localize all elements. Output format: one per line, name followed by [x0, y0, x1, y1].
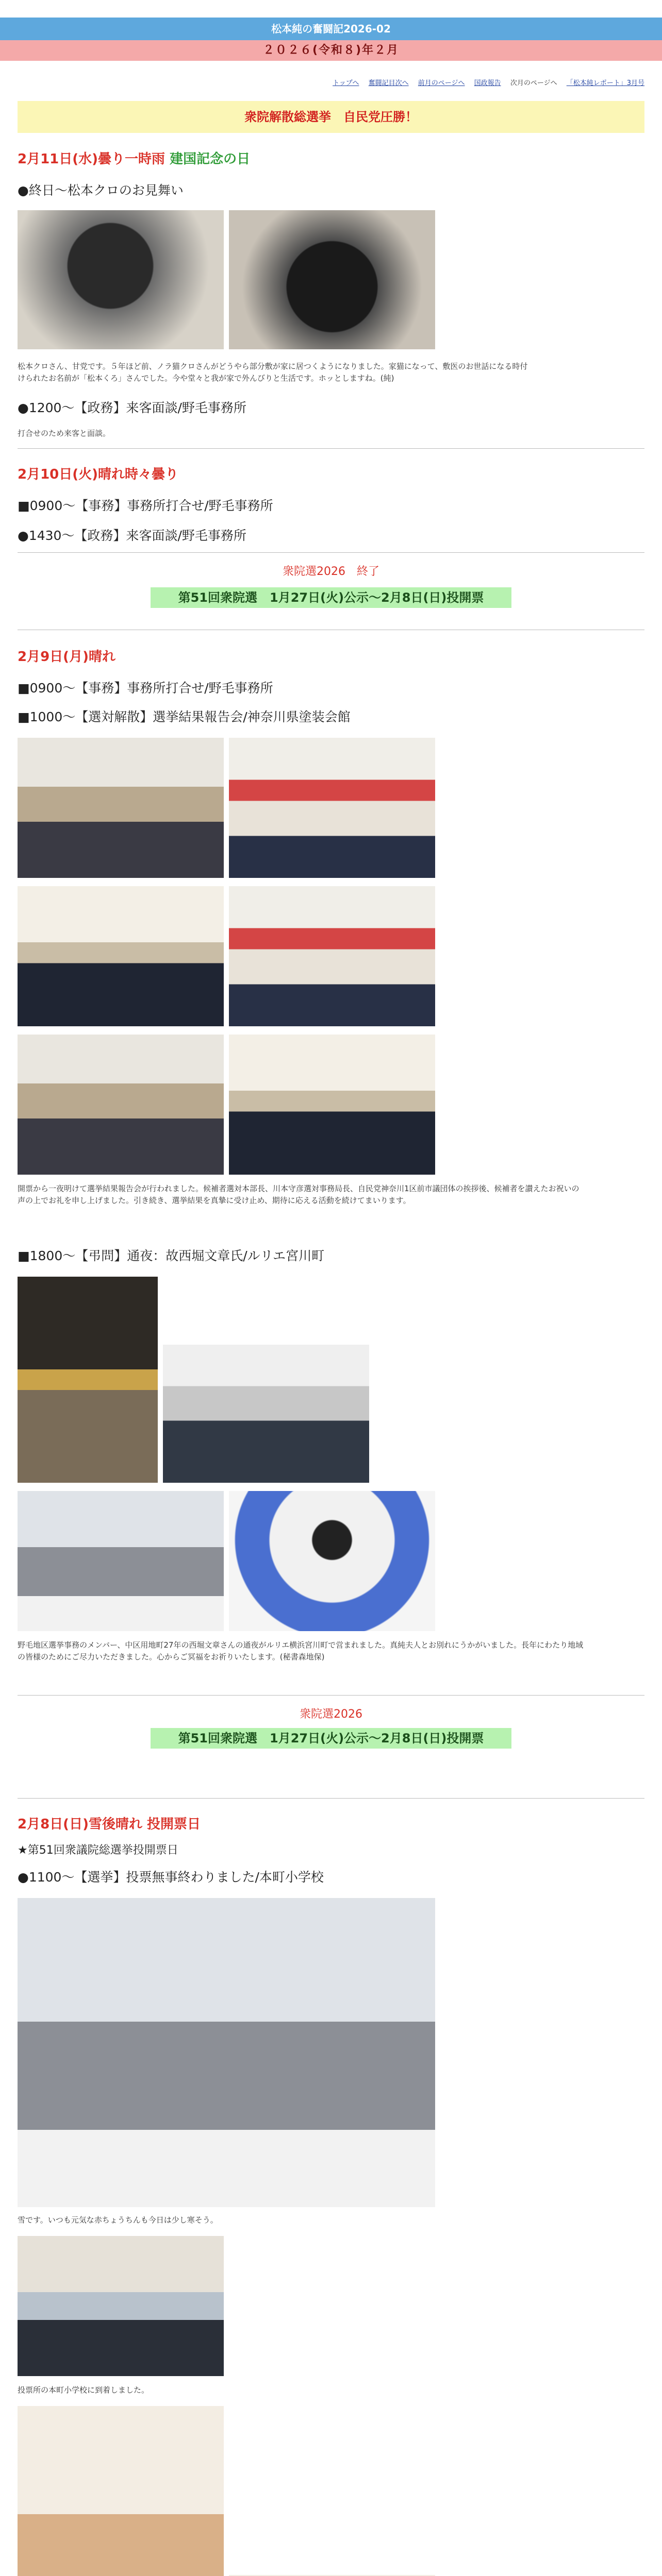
entry-sub: ★第51回衆議院総選挙投開票日	[18, 1844, 178, 1857]
date-heading-feb8	[18, 1814, 201, 1833]
photo-report-4	[229, 886, 435, 1026]
photo-funeral-1	[18, 1277, 158, 1483]
page-subtitle: ２０２６(令和８)年２月	[0, 40, 662, 61]
photo-street	[18, 1898, 435, 2207]
entry-item: ■0900～【事務】事務所打合せ/野毛事務所	[18, 498, 273, 513]
entry-caption: 野毛地区選挙事務のメンバー、中区用地町27年の西堀文章さんの通夜がルリエ横浜宮川町で営まれました。真純夫人とお別れにうかがいました。長年にわたり地域の皆様のためにご尽力いただきました。心からご冥福をお祈りいたします。(秘書森地保)	[18, 1640, 584, 1662]
nav-link-prev[interactable]: 前月のページへ	[418, 79, 465, 87]
photo-report-5	[18, 1035, 224, 1175]
photo-funeral-2	[163, 1345, 369, 1483]
nav-link-report[interactable]: 国政報告	[474, 79, 501, 87]
nav-link-newsletter[interactable]: 「松本純レポート」3月号	[566, 79, 644, 87]
election-box: 第51回衆院選 1月27日(火)公示～2月8日(日)投開票	[151, 587, 511, 608]
nav-link-top[interactable]: トップへ	[333, 79, 359, 87]
page-header: 松本純の奮闘記2026-02	[0, 18, 662, 40]
divider	[18, 1798, 644, 1799]
date-heading-feb10: 2月10日(火)晴れ時々曇り	[18, 467, 179, 482]
photo-cat-2	[229, 210, 435, 349]
top-nav	[325, 77, 644, 87]
headline-banner: 衆院解散総選挙 自民党圧勝！	[18, 101, 644, 133]
election-box: 第51回衆院選 1月27日(火)公示～2月8日(日)投開票	[151, 1728, 511, 1749]
entry-item: ■0900～【事務】事務所打合せ/野毛事務所	[18, 681, 273, 696]
date-text: 2月11日(水)曇り一時雨	[18, 151, 166, 167]
photo-funeral-4	[229, 1491, 435, 1631]
entry-item: ●1200～【政務】来客面談/野毛事務所	[18, 400, 246, 415]
photo-school	[18, 2236, 224, 2376]
entry-caption: 投票所の本町小学校に到着しました。	[18, 2385, 150, 2395]
photo-report-6	[229, 1035, 435, 1175]
date-heading-feb9: 2月9日(月)晴れ	[18, 649, 115, 665]
nav-link-index[interactable]: 奮闘記目次へ	[368, 79, 409, 87]
holiday-label: 建国記念の日	[170, 151, 251, 167]
divider	[18, 448, 644, 449]
date-text: 2月8日(日)雪後晴れ	[18, 1817, 142, 1832]
date-heading-feb11	[18, 148, 250, 167]
election-end-label: 衆院選2026 終了	[283, 565, 379, 578]
nav-next: 次月のページへ	[510, 79, 557, 87]
entry-item: ●1100～【選挙】投票無事終わりました/本町小学校	[18, 1870, 324, 1885]
photo-cat-1	[18, 210, 224, 349]
entry-caption: 松本クロさん、甘党です。５年ほど前、ノラ猫クロさんがどうやら部分敷が家に居つくようになりました。家猫になって、敷医のお世話になる時付けられたお名前が「松本くろ」さんでした。今や堂々と我が家で外んびりと生活です。ホッとしますね。(純)	[18, 362, 528, 383]
entry-item: ■1000～【選対解散】選挙結果報告会/神奈川県塗装会館	[18, 709, 351, 724]
entry-item: ●終日～松本クロのお見舞い	[18, 183, 184, 198]
divider	[18, 1695, 644, 1696]
divider	[18, 552, 644, 553]
entry-note: 打合せのため来客と面談。	[18, 429, 111, 438]
photo-report-2	[229, 738, 435, 878]
photo-funeral-3	[18, 1491, 224, 1631]
election-label: 衆院選2026	[300, 1708, 362, 1721]
entry-item: ●1430～【政務】来客面談/野毛事務所	[18, 528, 246, 543]
date-tag: 投開票日	[147, 1817, 201, 1832]
entry-item: ■1800～【弔問】通夜：故西堀文章氏/ルリエ宮川町	[18, 1248, 325, 1263]
entry-caption: 雪です。いつも元気な赤ちょうちんも今日は少し寒そう。	[18, 2215, 218, 2225]
entry-caption: 開票から一夜明けて選挙結果報告会が行われました。候補者選対本部長、川本守彦選対事務局長、自民党神奈川1区前市議団体の挨拶後、候補者を讃えたお祝いの声の上でお礼を申し上げました。引き続き、選挙結果を真摯に受け止め、期待に応える活動を続けてまいります。	[18, 1184, 580, 1205]
photo-vote-1	[18, 2406, 224, 2576]
photo-report-1	[18, 738, 224, 878]
photo-report-3	[18, 886, 224, 1026]
